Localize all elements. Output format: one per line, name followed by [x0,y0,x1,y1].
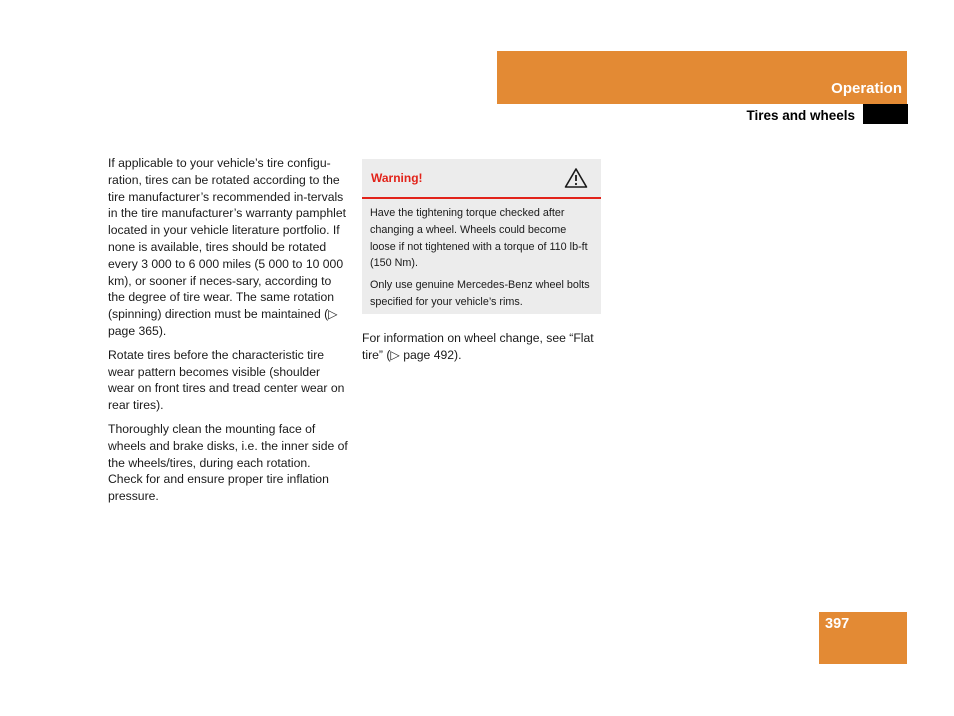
paragraph-rotate-before-wear: Rotate tires before the characteristic tire wear pattern becomes visible (shoulder wear on front tires and tread center wear on rear tires). [108,347,345,413]
paragraph-tire-rotation: If applicable to your vehicle’s tire configu-ration, tires can be rotated according to the tire manufacturer’s recommended in-tervals in the tire manufacturer’s warranty pamphlet located in your vehicle literature portfolio. If none is available, tires should be rotated every 3 000 to 6 000 miles (5 000 to 10 000 km), or sooner if neces-sary, according to the degree of tire wear. The same rotation (spinning) direction must be maintained (▷ page 365). [108,156,346,338]
subsection-title: Tires and wheels [746,108,855,123]
warning-body [362,199,601,311]
section-title: Operation [831,80,902,97]
chapter-tab-marker [863,104,908,124]
warning-torque-text: Have the tightening torque checked after changing a wheel. Wheels could become loose if not tightened with a torque of 110 lb-ft (150 Nm). [370,207,588,270]
warning-header [362,159,601,199]
middle-column [362,330,607,371]
paragraph-wheel-change-reference: For information on wheel change, see “Flat tire” (▷ page 492). [362,331,594,362]
page-number-box [819,612,907,664]
warning-bolts-text: Only use genuine Mercedes-Benz wheel bolts specified for your vehicle’s rims. [370,279,590,308]
paragraph-clean-mounting-face: Thoroughly clean the mounting face of wheels and brake disks, i.e. the inner side of the wheels/tires, during each rotation. Check for and ensure proper tire inflation pressure. [108,421,348,504]
warning-box [362,159,601,314]
warning-title: Warning! [371,171,423,185]
left-column [108,155,348,512]
page-number: 397 [825,616,850,632]
warning-triangle-icon [564,167,588,194]
